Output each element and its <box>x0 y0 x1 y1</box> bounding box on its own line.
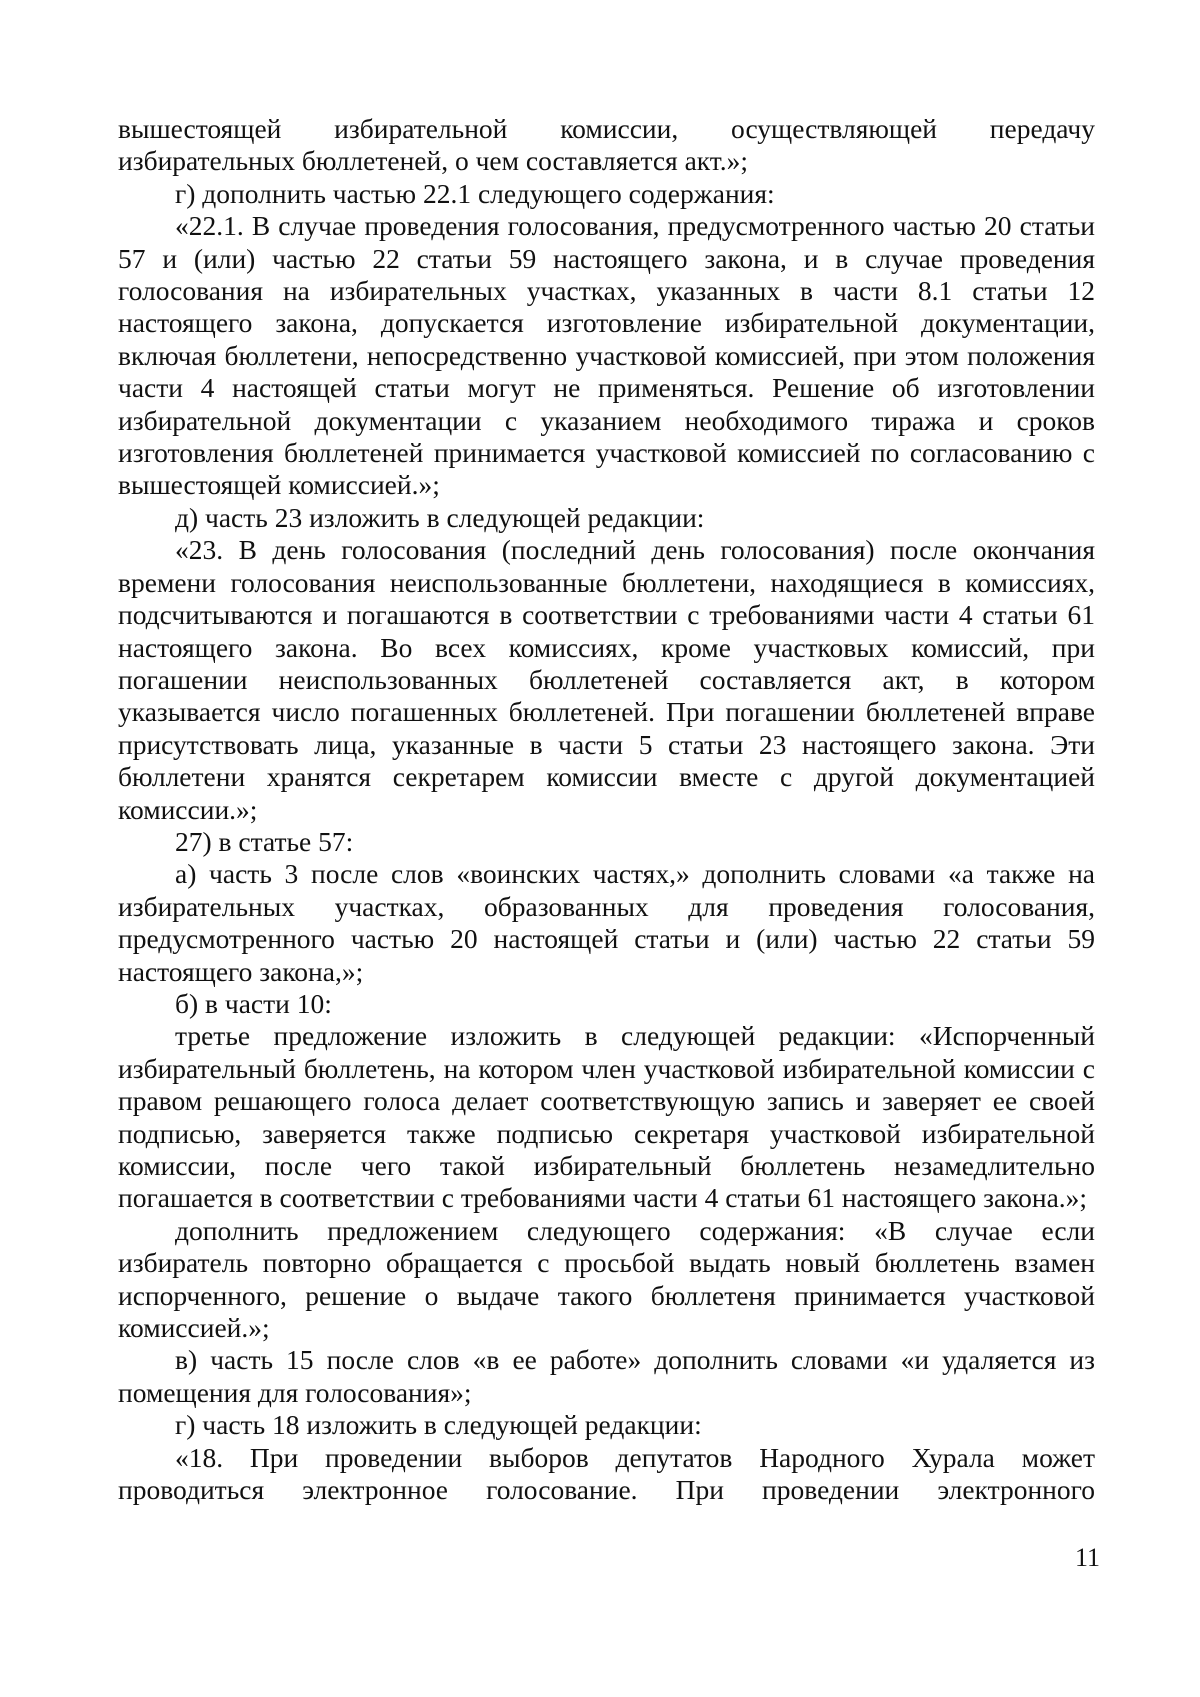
document-body <box>118 113 1095 1506</box>
paragraph-part-23: «23. В день голосования (последний день голосования) после окончания времени голосования неиспользованные бюллетени, находящиеся в комиссиях, подсчитываются и погашаются в соответствии с требованиями части 4 статьи 61 настоящего закона. Во всех комиссиях, кроме участковых комиссий, при погашении неиспользованных бюллетеней составляется акт, в котором указывается число погашенных бюллетеней. При погашении бюллетеней вправе присутствовать лица, указанные в части 5 статьи 23 настоящего закона. Эти бюллетени хранятся секретарем комиссии вместе с другой документацией комиссии.»; <box>118 534 1095 825</box>
page-number: 11 <box>1074 1543 1100 1572</box>
paragraph-part-22-1: «22.1. В случае проведения голосования, предусмотренного частью 20 статьи 57 и (или) частью 22 статьи 59 настоящего закона, и в случае проведения голосования на избирательных участках, указанных в части 8.1 статьи 12 настоящего закона, допускается изготовление избирательной документации, включая бюллетени, непосредственно участковой комиссией, при этом положения части 4 настоящей статьи могут не применяться. Решение об изготовлении избирательной документации с указанием необходимого тиража и сроков изготовления бюллетеней принимается участковой комиссией по согласованию с вышестоящей комиссией.»; <box>118 210 1095 501</box>
paragraph-item-d-23: д) часть 23 изложить в следующей редакции: <box>175 501 705 533</box>
paragraph-item-a-part-3: а) часть 3 после слов «воинских частях,» дополнить словами «а также на избирательных участках, образованных для проведения голосования, предусмотренного частью 20 настоящей статьи и (или) частью 22 статьи 59 настоящего закона,»; <box>118 858 1095 987</box>
paragraph-item-g-part-18: г) часть 18 изложить в следующей редакции: <box>175 1409 702 1441</box>
paragraph-add-sentence: дополнить предложением следующего содержания: «В случае если избиратель повторно обращается с просьбой выдать новый бюллетень взамен испорченного, решение о выдаче такого бюллетеня принимается участковой комиссией.»; <box>118 1214 1095 1344</box>
paragraph-item-v-part-15: в) часть 15 после слов «в ее работе» дополнить словами «и удаляется из помещения для голосования»; <box>118 1344 1095 1408</box>
paragraph-item-g-22-1: г) дополнить частью 22.1 следующего содержания: <box>175 177 775 209</box>
paragraph-item-b-part-10: б) в части 10: <box>175 987 332 1019</box>
paragraph-article-57: 27) в статье 57: <box>175 825 354 857</box>
paragraph-continuation: вышестоящей избирательной комиссии, осуществляющей передачу избирательных бюллетеней, о чем составляется акт.»; <box>118 113 1095 177</box>
paragraph-third-sentence: третье предложение изложить в следующей редакции: «Испорченный избирательный бюллетень, на котором член участковой избирательной комиссии с правом решающего голоса делает соответствующую запись и заверяет ее своей подписью, заверяется также подписью секретаря участковой избирательной комиссии, после чего такой избирательный бюллетень незамедлительно погашается в соответствии с требованиями части 4 статьи 61 настоящего закона.»; <box>118 1020 1095 1214</box>
paragraph-part-18: «18. При проведении выборов депутатов Народного Хурала может проводиться электронное голосование. При проведении электронного <box>118 1441 1095 1506</box>
